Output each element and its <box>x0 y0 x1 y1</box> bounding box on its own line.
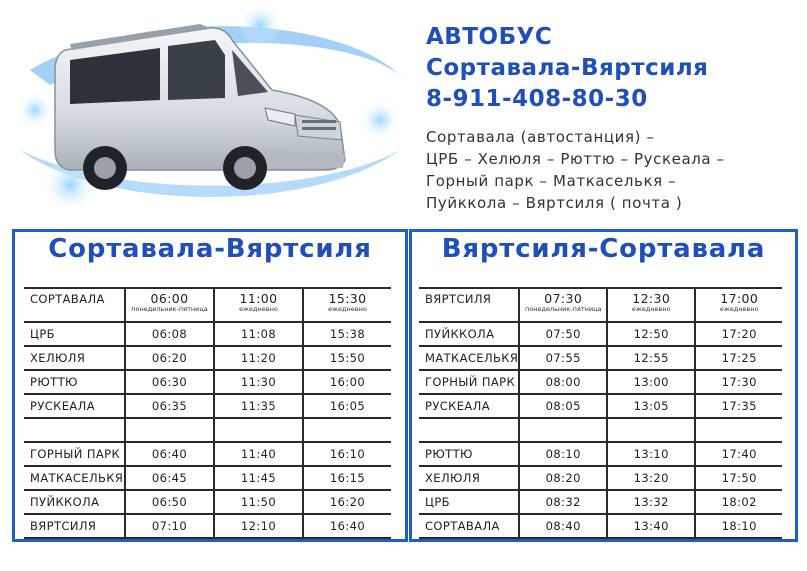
title-line2: Сортавала-Вяртсиля <box>426 55 709 81</box>
table-row: РУСКЕАЛА 06:35 11:35 16:05 <box>24 394 391 418</box>
table-row: МАТКАСЕЛЬКЯ 06:45 11:45 16:15 <box>24 466 391 490</box>
table-row: РУСКЕАЛА 08:05 13:05 17:35 <box>419 394 782 418</box>
table-row: ГОРНЫЙ ПАРК 06:40 11:40 16:10 <box>24 442 391 466</box>
timetable-title: Сортавала-Вяртсиля <box>48 234 372 264</box>
table-header-row <box>24 288 391 322</box>
route-description <box>426 126 804 214</box>
table-spacer-row <box>419 418 782 442</box>
table-row: РЮТТЮ 08:10 13:10 17:40 <box>419 442 782 466</box>
table-row: ВЯРТСИЛЯ 07:10 12:10 16:40 <box>24 514 391 538</box>
table-row: СОРТАВАЛА 08:40 13:40 18:10 <box>419 514 782 538</box>
route-line: ЦРБ – Хелюля – Рюттю – Рускеала – <box>426 150 725 168</box>
table-row: ПУЙККОЛА 07:50 12:50 17:20 <box>419 322 782 346</box>
origin-stop: СОРТАВАЛА <box>24 288 125 322</box>
timetable-vyartsilya-sortavala <box>409 229 798 542</box>
table-row: ХЕЛЮЛЯ 08:20 13:20 17:50 <box>419 466 782 490</box>
table-header-row <box>419 288 782 322</box>
departure-cell: 06:00 понедельник-пятница <box>125 288 214 322</box>
origin-stop: ВЯРТСИЛЯ <box>419 288 519 322</box>
table-row: ЦРБ 08:32 13:32 18:02 <box>419 490 782 514</box>
route-line: Сортавала (автостанция) – <box>426 128 655 146</box>
departure-cell: 12:30 ежедневно <box>607 288 695 322</box>
table-spacer-row <box>24 418 391 442</box>
table-row: ГОРНЫЙ ПАРК 08:00 13:00 17:30 <box>419 370 782 394</box>
timetable-sortavala-vyartsilya <box>12 229 408 542</box>
table-row: РЮТТЮ 06:30 11:30 16:00 <box>24 370 391 394</box>
timetable-title: Вяртсиля-Сортавала <box>441 234 766 264</box>
table-row: ЦРБ 06:08 11:08 15:38 <box>24 322 391 346</box>
table-row: ПУЙККОЛА 06:50 11:50 16:20 <box>24 490 391 514</box>
schedule-table <box>24 287 391 539</box>
route-line: Пуйккола – Вяртсиля ( почта ) <box>426 194 683 212</box>
departure-cell: 07:30 понедельник-пятница <box>519 288 607 322</box>
headline-block <box>426 22 708 115</box>
phone-number[interactable]: 8-911-408-80-30 <box>426 86 648 112</box>
route-line: Горный парк – Маткаселькя – <box>426 172 677 190</box>
title-line1: АВТОБУС <box>426 24 553 50</box>
table-row: ХЕЛЮЛЯ 06:20 11:20 15:50 <box>24 346 391 370</box>
schedule-table <box>419 287 782 539</box>
departure-cell: 15:30 ежедневно <box>303 288 391 322</box>
van-illustration <box>10 0 410 222</box>
departure-cell: 17:00 ежедневно <box>695 288 782 322</box>
table-row: МАТКАСЕЛЬКЯ 07:55 12:55 17:25 <box>419 346 782 370</box>
departure-cell: 11:00 ежедневно <box>214 288 303 322</box>
